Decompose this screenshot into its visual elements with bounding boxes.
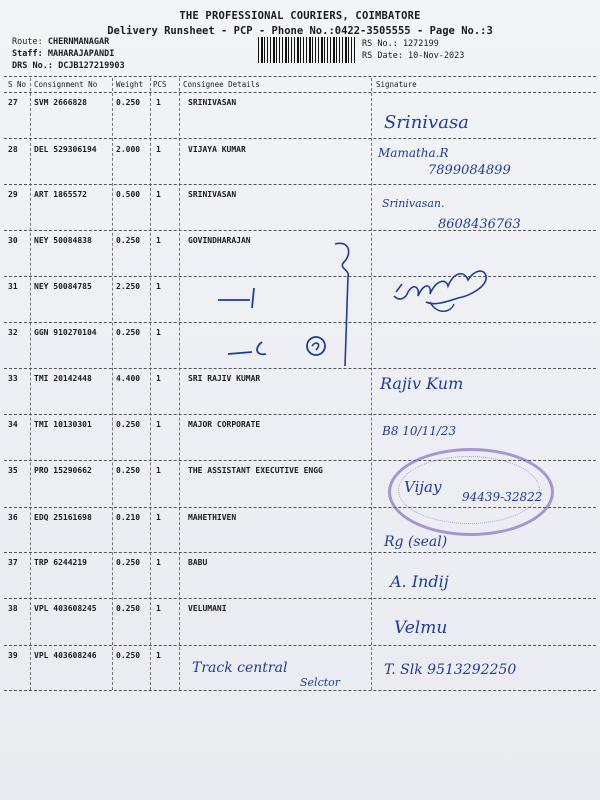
- route-value: CHERNMANAGAR: [47, 37, 110, 47]
- cell-consignee: SRINIVASAN: [188, 98, 237, 107]
- cell-sno: 28: [8, 145, 18, 154]
- col-pcs: PCS: [153, 80, 167, 89]
- drs-line: DRS No.: DCJB127219903: [12, 61, 125, 71]
- staff-line: Staff: MAHARAJAPANDI: [12, 49, 115, 59]
- company-title: THE PROFESSIONAL COURIERS, COIMBATORE: [179, 10, 421, 22]
- runsheet-subtitle: Delivery Runsheet - PCP - Phone No.:0422-3505555 - Page No.:3: [107, 25, 493, 37]
- cell-consignee: VIJAYA KUMAR: [188, 145, 246, 154]
- drs-value: DCJB127219903: [58, 61, 125, 71]
- cell-consignment: SVM 2666828: [34, 98, 87, 107]
- route-line: Route: CHERNMANAGAR: [12, 37, 110, 47]
- note-39-line2: Selctor: [300, 676, 341, 689]
- cell-consignment: TRP 6244219: [34, 558, 87, 567]
- rs-number: RS No.: 1272199: [362, 39, 439, 49]
- cell-pcs: 1: [156, 558, 161, 567]
- signature-31-scribble: [390, 262, 500, 318]
- signature-29-phone: 8608436763: [438, 217, 521, 232]
- cell-consignee: SRINIVASAN: [188, 190, 237, 199]
- cell-weight: 0.250: [116, 328, 141, 337]
- cell-consignee: MAHETHIVEN: [188, 513, 237, 522]
- signature-37: A. Indij: [390, 572, 449, 591]
- cell-consignee: BABU: [188, 558, 208, 567]
- cell-consignee: MAJOR CORPORATE: [188, 420, 261, 429]
- cell-pcs: 1: [156, 236, 161, 245]
- signature-28-name: Mamatha.R: [378, 146, 449, 160]
- barcode-image: [258, 37, 356, 63]
- row-divider: [4, 645, 596, 646]
- col-sno: S No: [8, 80, 27, 89]
- row-divider: [4, 690, 596, 691]
- cell-consignment: NEY 50084785: [34, 282, 92, 291]
- signature-36: Rg (seal): [384, 534, 448, 550]
- cell-weight: 0.250: [116, 604, 141, 613]
- cell-pcs: 1: [156, 513, 161, 522]
- col-signature: Signature: [376, 80, 417, 89]
- cell-consignee: GOVINDHARAJAN: [188, 236, 251, 245]
- cell-pcs: 1: [156, 420, 161, 429]
- cell-sno: 39: [8, 651, 18, 660]
- cell-consignment: TMI 20142448: [34, 374, 92, 383]
- rs-date: RS Date: 10-Nov-2023: [362, 51, 465, 61]
- col-consignment: Consignment No: [34, 80, 98, 89]
- staff-value: MAHARAJAPANDI: [47, 49, 115, 59]
- cell-pcs: 1: [156, 190, 161, 199]
- cell-sno: 38: [8, 604, 18, 613]
- cell-weight: 0.250: [116, 466, 141, 475]
- cell-consignment: DEL 529306194: [34, 145, 97, 154]
- row-divider: [4, 184, 596, 185]
- cell-weight: 0.250: [116, 420, 141, 429]
- col-consignee: Consignee Details: [183, 80, 260, 89]
- header: [0, 10, 600, 37]
- cell-pcs: 1: [156, 282, 161, 291]
- signature-39: T. Slk 9513292250: [384, 662, 517, 678]
- signature-38: Velmu: [394, 618, 448, 638]
- row-divider: [4, 138, 596, 139]
- cell-weight: 0.250: [116, 98, 141, 107]
- cell-weight: 2.000: [116, 145, 141, 154]
- signature-27: Srinivasa: [384, 112, 469, 133]
- signature-35-phone: 94439-32822: [462, 490, 543, 504]
- cell-pcs: 1: [156, 328, 161, 337]
- cell-pcs: 1: [156, 98, 161, 107]
- cell-consignment: TMI 10130301: [34, 420, 92, 429]
- signature-33: Rajiv Kum: [380, 374, 464, 393]
- cell-pcs: 1: [156, 604, 161, 613]
- signature-34: B8 10/11/23: [382, 424, 457, 438]
- cell-consignee: VELUMANI: [188, 604, 227, 613]
- signature-35: Vijay: [404, 478, 442, 496]
- header-rule-bottom: [4, 92, 596, 93]
- table-header: [0, 76, 600, 92]
- cell-sno: 30: [8, 236, 18, 245]
- signature-29-name: Srinivasan.: [382, 197, 445, 210]
- cell-pcs: 1: [156, 651, 161, 660]
- cell-consignee: THE ASSISTANT EXECUTIVE ENGG: [188, 466, 323, 475]
- cell-sno: 36: [8, 513, 18, 522]
- cell-weight: 0.210: [116, 513, 141, 522]
- cell-sno: 35: [8, 466, 18, 475]
- cell-weight: 0.250: [116, 651, 141, 660]
- cell-weight: 0.250: [116, 236, 141, 245]
- cell-pcs: 1: [156, 374, 161, 383]
- handwritten-marks-31-32: [210, 236, 370, 376]
- cell-consignment: VPL 403608245: [34, 604, 97, 613]
- cell-consignment: VPL 403608246: [34, 651, 97, 660]
- cell-sno: 37: [8, 558, 18, 567]
- cell-pcs: 1: [156, 145, 161, 154]
- cell-weight: 0.500: [116, 190, 141, 199]
- cell-weight: 2.250: [116, 282, 141, 291]
- cell-consignment: EDQ 25161698: [34, 513, 92, 522]
- row-divider: [4, 414, 596, 415]
- cell-consignment: NEY 50084838: [34, 236, 92, 245]
- cell-sno: 31: [8, 282, 18, 291]
- cell-sno: 27: [8, 98, 18, 107]
- row-divider: [4, 598, 596, 599]
- cell-sno: 32: [8, 328, 18, 337]
- cell-sno: 33: [8, 374, 18, 383]
- signature-28-phone: 7899084899: [428, 163, 511, 178]
- cell-consignment: ART 1865572: [34, 190, 87, 199]
- cell-consignment: GGN 910270104: [34, 328, 97, 337]
- cell-sno: 29: [8, 190, 18, 199]
- cell-consignment: PRO 15290662: [34, 466, 92, 475]
- col-weight: Weight: [116, 80, 144, 89]
- cell-sno: 34: [8, 420, 18, 429]
- cell-consignee: SRI RAJIV KUMAR: [188, 374, 261, 383]
- cell-weight: 0.250: [116, 558, 141, 567]
- cell-weight: 4.400: [116, 374, 141, 383]
- cell-pcs: 1: [156, 466, 161, 475]
- row-divider: [4, 552, 596, 553]
- note-39-line1: Track central: [192, 660, 288, 676]
- meta-left: [12, 36, 125, 72]
- meta-right: [362, 38, 464, 62]
